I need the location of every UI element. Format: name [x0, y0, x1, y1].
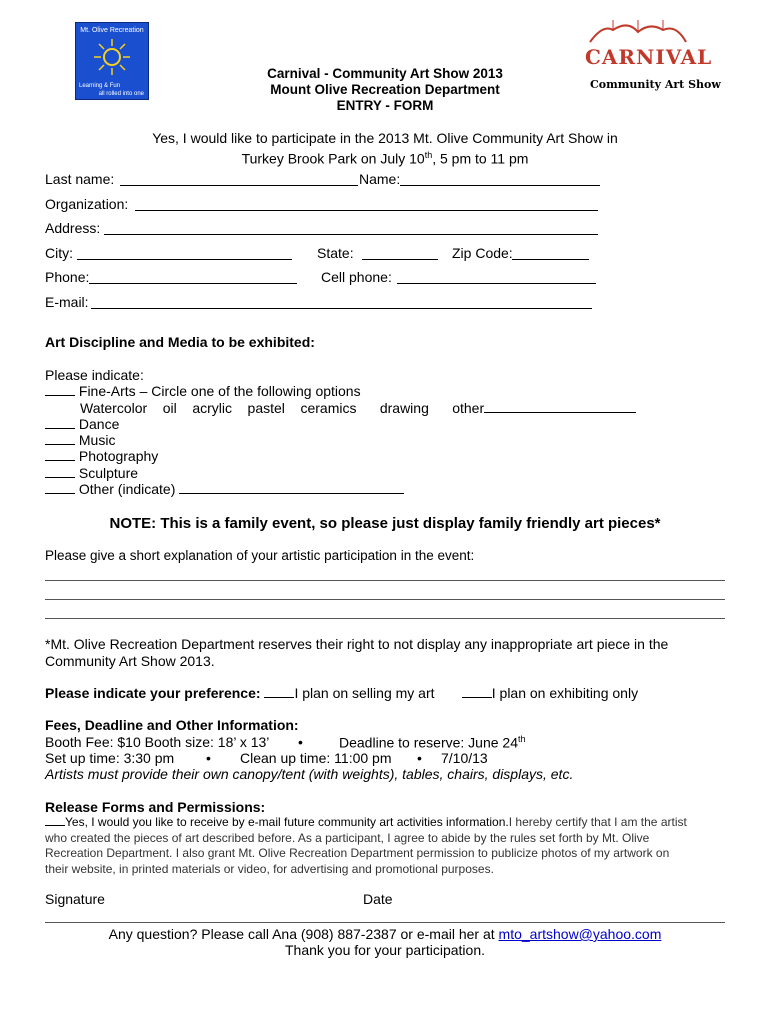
deadline	[339, 734, 526, 751]
recreation-logo	[75, 22, 149, 100]
explain-line-2[interactable]	[45, 599, 725, 600]
signature-line[interactable]	[45, 922, 725, 923]
reserve-line-2: Community Art Show 2013.	[45, 653, 215, 669]
city-field[interactable]	[45, 245, 73, 261]
intro-line-2: Turkey Brook Park on July 10	[241, 150, 425, 167]
photography-option[interactable]	[45, 448, 158, 464]
email-line[interactable]	[91, 308, 592, 309]
dance-blank[interactable]	[45, 416, 75, 429]
contact-email-link[interactable]: mto_artshow@yahoo.com	[498, 926, 662, 942]
deadline-text: Deadline to reserve: June 24	[339, 734, 518, 751]
music-option[interactable]	[45, 432, 115, 448]
media-pastel[interactable]: pastel	[247, 400, 285, 416]
address-line[interactable]	[104, 234, 598, 235]
release-heading: Release Forms and Permissions:	[45, 799, 266, 815]
fees-heading: Fees, Deadline and Other Information:	[45, 717, 299, 733]
dance-option[interactable]	[45, 416, 119, 432]
other-indicate-blank[interactable]	[179, 481, 404, 494]
preference-row	[45, 685, 638, 701]
release-text	[45, 815, 730, 877]
media-acrylic[interactable]: acrylic	[192, 400, 232, 416]
zip-field[interactable]	[452, 245, 513, 261]
header-line-3: ENTRY - FORM	[336, 98, 434, 113]
explain-line-3[interactable]	[45, 618, 725, 619]
family-note: NOTE: This is a family event, so please just display family friendly art pieces*	[109, 515, 661, 532]
state-label: State:	[317, 245, 354, 261]
please-indicate: Please indicate:	[45, 367, 144, 383]
other-label: Other (indicate)	[78, 481, 176, 497]
explain-line-1[interactable]	[45, 580, 725, 581]
release-line-4: their website, in printed materials or video, for advertising and promotional purposes.	[45, 861, 494, 876]
organization-field[interactable]	[45, 196, 128, 212]
release-line-1a: Yes, I would you like to receive by e-mail future community art activities information.	[65, 815, 509, 829]
fee-bullet-1: •	[298, 734, 303, 750]
cell-line[interactable]	[397, 283, 596, 284]
media-ceramics[interactable]: ceramics	[300, 400, 357, 416]
media-drawing[interactable]: drawing	[379, 400, 429, 416]
other-blank[interactable]	[45, 481, 75, 494]
intro-text	[40, 130, 730, 168]
intro-line-1: Yes, I would like to participate in the 2013 Mt. Olive Community Art Show in	[152, 130, 618, 146]
phone-label: Phone:	[45, 269, 90, 285]
logo-tagline-1: Learning & Fun	[79, 83, 121, 89]
intro-line-2b: , 5 pm to 11 pm	[432, 150, 529, 167]
artists-note: Artists must provide their own canopy/tent (with weights), tables, chairs, displays, etc.	[45, 766, 574, 782]
last-name-field[interactable]	[45, 171, 114, 187]
address-label: Address:	[45, 220, 101, 236]
last-name-label: Last name:	[45, 171, 115, 187]
dance-label: Dance	[78, 416, 120, 432]
reserve-line-1: *Mt. Olive Recreation Department reserves their right to not display any inappropriate art piece in the	[45, 636, 669, 652]
name-label: Name:	[359, 171, 401, 187]
setup-time: Set up time: 3:30 pm	[45, 750, 175, 766]
release-line-3: Recreation Department. I also grant Mt. Olive Recreation Department permission to publicize photos of my artwork on	[45, 846, 670, 860]
art-heading: Art Discipline and Media to be exhibited:	[45, 334, 315, 350]
last-name-line[interactable]	[120, 185, 358, 186]
date-label: Date	[363, 891, 393, 907]
logo-title: Mt. Olive Recreation	[80, 27, 144, 34]
cell-label: Cell phone:	[321, 269, 392, 285]
release-line-1b: I hereby certify that I am the artist	[508, 815, 687, 829]
exhibit-blank[interactable]	[462, 685, 492, 698]
footer-thanks: Thank you for your participation.	[285, 942, 485, 958]
music-label: Music	[78, 432, 116, 448]
intro-sup: th	[424, 150, 433, 160]
photography-blank[interactable]	[45, 448, 75, 461]
state-line[interactable]	[362, 259, 438, 260]
fee-bullet-2: •	[206, 750, 211, 766]
media-watercolor[interactable]: Watercolor	[80, 400, 148, 416]
reserve-note	[45, 636, 668, 670]
zip-line[interactable]	[512, 259, 589, 260]
header-line-2: Mount Olive Recreation Department	[270, 82, 500, 97]
state-field[interactable]	[317, 245, 354, 261]
organization-line[interactable]	[135, 210, 598, 211]
footer-question: Any question? Please call Ana (908) 887-2387 or e-mail her at	[108, 926, 495, 942]
phone-field[interactable]	[45, 269, 89, 285]
cleanup-time: Clean up time: 11:00 pm	[240, 750, 392, 766]
address-field[interactable]	[45, 220, 100, 236]
form-header	[200, 66, 570, 114]
carnival-title: CARNIVAL	[585, 45, 713, 69]
tent-icon	[588, 18, 688, 46]
carnival-subtitle: Community Art Show	[590, 78, 721, 91]
phone-line[interactable]	[89, 283, 297, 284]
other-option[interactable]	[45, 481, 404, 497]
fine-arts-label: Fine-Arts – Circle one of the following options	[78, 383, 361, 399]
event-date: 7/10/13	[441, 750, 488, 766]
media-other[interactable]: other	[452, 400, 485, 416]
name-line[interactable]	[400, 185, 600, 186]
deadline-sup: th	[518, 734, 526, 744]
exhibit-option: I plan on exhibiting only	[491, 685, 639, 701]
sun-icon	[94, 39, 130, 75]
signature-label: Signature	[45, 891, 105, 907]
sell-blank[interactable]	[264, 685, 294, 698]
city-line[interactable]	[77, 259, 292, 260]
preference-label: Please indicate your preference:	[45, 685, 261, 701]
fine-arts-option[interactable]	[45, 383, 361, 399]
city-label: City:	[45, 245, 73, 261]
sculpture-label: Sculpture	[78, 465, 139, 481]
email-field[interactable]	[45, 294, 89, 310]
sell-option: I plan on selling my art	[294, 685, 435, 701]
header-line-1: Carnival - Community Art Show 2013	[267, 66, 503, 81]
release-line-2: who created the pieces of art described before. As a participant, I agree to abide by the rules set forth by Mt. Olive	[45, 830, 650, 845]
photography-label: Photography	[78, 448, 159, 464]
fine-arts-blank[interactable]	[45, 383, 75, 396]
organization-label: Organization:	[45, 196, 129, 212]
sculpture-option[interactable]	[45, 465, 138, 481]
logo-tagline-2: all rolled into one	[98, 91, 144, 97]
email-label: E-mail:	[45, 294, 89, 310]
zip-label: Zip Code:	[452, 245, 513, 261]
explain-prompt: Please give a short explanation of your artistic participation in the event:	[45, 548, 475, 563]
media-other-blank[interactable]	[484, 400, 636, 413]
fee-bullet-3: •	[417, 750, 422, 766]
release-blank[interactable]	[45, 815, 65, 826]
music-blank[interactable]	[45, 432, 75, 445]
media-options	[80, 400, 640, 416]
footer	[40, 926, 730, 958]
sculpture-blank[interactable]	[45, 465, 75, 478]
name-field[interactable]	[359, 171, 400, 187]
cell-field[interactable]	[321, 269, 392, 285]
booth-fee: Booth Fee: $10 Booth size: 18’ x 13’	[45, 734, 270, 750]
media-oil[interactable]: oil	[162, 400, 177, 416]
